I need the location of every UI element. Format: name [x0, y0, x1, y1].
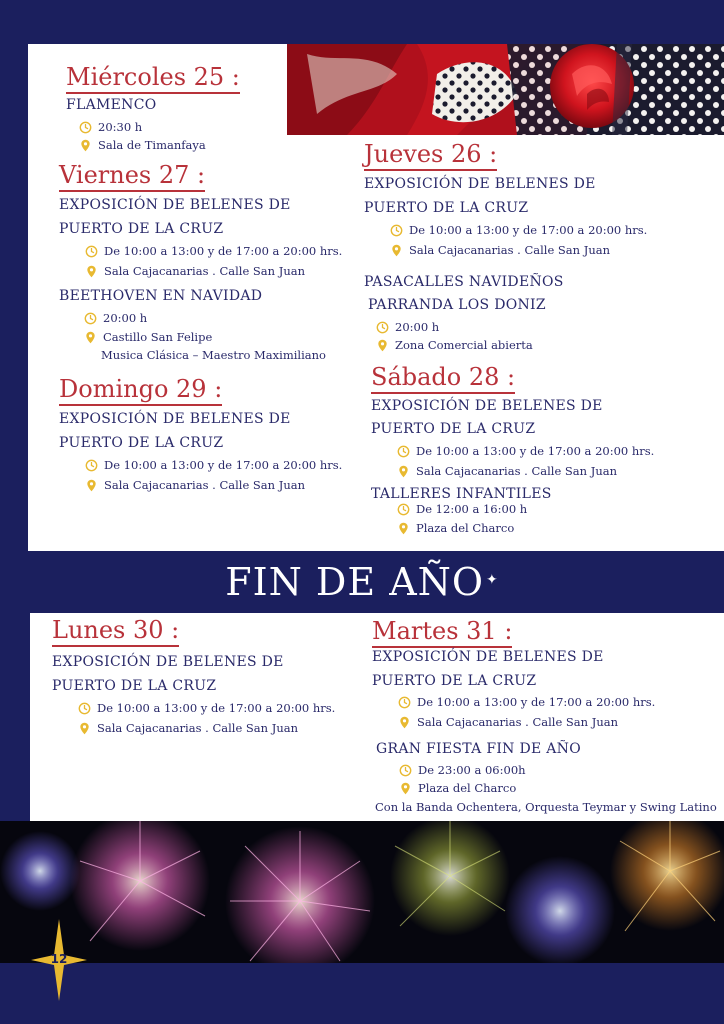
day-title-jueves-26: Jueves 26 : [364, 141, 497, 171]
day-title-viernes-27: Viernes 27 : [59, 162, 205, 192]
event-time: 20:00 h [376, 321, 439, 334]
event-place: Sala Cajacanarias . Calle San Juan [390, 244, 610, 257]
day-title-lunes-30: Lunes 30 : [52, 617, 179, 647]
event-name-line1: EXPOSICIÓN DE BELENES DE [372, 649, 604, 665]
location-pin-icon [390, 244, 403, 257]
event-time: De 12:00 a 16:00 h [397, 503, 527, 516]
event-name-line2: PUERTO DE LA CRUZ [59, 435, 224, 451]
location-pin-icon [85, 479, 98, 492]
event-name-line1: EXPOSICIÓN DE BELENES DE [52, 654, 284, 670]
day-title-domingo-29: Domingo 29 : [59, 376, 222, 406]
event-place: Sala Cajacanarias . Calle San Juan [398, 716, 618, 729]
clock-icon [84, 312, 97, 325]
event-name-line2: PUERTO DE LA CRUZ [52, 678, 217, 694]
fireworks-photo [0, 821, 724, 963]
section-title-fin-de-ano: FIN DE AÑO ✦ [225, 560, 499, 604]
day-title-miercoles-25: Miércoles 25 : [66, 64, 240, 94]
clock-icon [85, 245, 98, 258]
event-place: Sala de Timanfaya [79, 139, 206, 152]
event-name-line2: PUERTO DE LA CRUZ [364, 200, 529, 216]
event-name-line1: PASACALLES NAVIDEÑOS [364, 274, 564, 290]
event-place: Plaza del Charco [399, 782, 516, 795]
event-name-line2: PUERTO DE LA CRUZ [372, 673, 537, 689]
event-time: 20:30 h [79, 121, 142, 134]
event-name-line1: EXPOSICIÓN DE BELENES DE [371, 398, 603, 414]
clock-icon [376, 321, 389, 334]
sparkle-icon: ✦ [486, 572, 499, 588]
clock-icon [399, 764, 412, 777]
event-flamenco: FLAMENCO [66, 97, 157, 113]
event-time: 20:00 h [84, 312, 147, 325]
location-pin-icon [85, 265, 98, 278]
event-gran-fiesta: GRAN FIESTA FIN DE AÑO [376, 741, 581, 757]
event-time: De 10:00 a 13:00 y de 17:00 a 20:00 hrs. [85, 459, 342, 472]
clock-icon [397, 503, 410, 516]
event-time: De 10:00 a 13:00 y de 17:00 a 20:00 hrs. [398, 696, 655, 709]
event-name-line1: EXPOSICIÓN DE BELENES DE [364, 176, 596, 192]
event-note: Musica Clásica – Maestro Maximiliano [101, 348, 326, 362]
event-name-line2: PUERTO DE LA CRUZ [371, 421, 536, 437]
event-time: De 23:00 a 06:00h [399, 764, 526, 777]
location-pin-icon [397, 522, 410, 535]
clock-icon [78, 702, 91, 715]
event-place: Sala Cajacanarias . Calle San Juan [85, 265, 305, 278]
clock-icon [79, 121, 92, 134]
clock-icon [398, 696, 411, 709]
page-number: 12 [50, 952, 68, 966]
clock-icon [397, 445, 410, 458]
event-time: De 10:00 a 13:00 y de 17:00 a 20:00 hrs. [397, 445, 654, 458]
event-name-line2: PUERTO DE LA CRUZ [59, 221, 224, 237]
event-place: Sala Cajacanarias . Calle San Juan [397, 465, 617, 478]
event-name-line2: PARRANDA LOS DONIZ [368, 297, 546, 313]
day-title-martes-31: Martes 31 : [372, 618, 512, 648]
clock-icon [390, 224, 403, 237]
event-place: Sala Cajacanarias . Calle San Juan [85, 479, 305, 492]
location-pin-icon [398, 716, 411, 729]
event-place: Plaza del Charco [397, 522, 514, 535]
location-pin-icon [78, 722, 91, 735]
event-place: Zona Comercial abierta [376, 339, 533, 352]
location-pin-icon [79, 139, 92, 152]
location-pin-icon [376, 339, 389, 352]
event-time: De 10:00 a 13:00 y de 17:00 a 20:00 hrs. [390, 224, 647, 237]
location-pin-icon [84, 331, 97, 344]
event-place: Sala Cajacanarias . Calle San Juan [78, 722, 298, 735]
event-name-line1: EXPOSICIÓN DE BELENES DE [59, 411, 291, 427]
clock-icon [85, 459, 98, 472]
location-pin-icon [397, 465, 410, 478]
location-pin-icon [399, 782, 412, 795]
event-note: Con la Banda Ochentera, Orquesta Teymar y Swing Latino [375, 800, 717, 814]
event-beethoven: BEETHOVEN EN NAVIDAD [59, 288, 263, 304]
event-time: De 10:00 a 13:00 y de 17:00 a 20:00 hrs. [78, 702, 335, 715]
event-time: De 10:00 a 13:00 y de 17:00 a 20:00 hrs. [85, 245, 342, 258]
flamenco-photo [287, 44, 724, 135]
event-name-line1: EXPOSICIÓN DE BELENES DE [59, 197, 291, 213]
day-title-sabado-28: Sábado 28 : [371, 364, 515, 394]
event-place: Castillo San Felipe [84, 331, 212, 344]
event-talleres: TALLERES INFANTILES [371, 486, 552, 502]
